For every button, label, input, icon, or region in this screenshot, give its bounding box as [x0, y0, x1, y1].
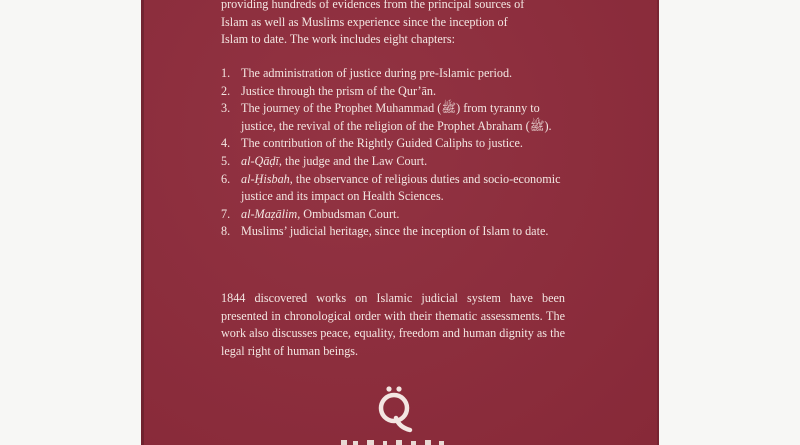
chapter-number: 2. — [221, 83, 231, 98]
chapter-text: The journey of the Prophet Muhammad (ﷺ) from tyranny to justice, the revival of the religion of the Prophet Abraham (ﷺ). — [241, 101, 552, 133]
publisher-imprint-mark — [341, 437, 451, 445]
chapter-item — [221, 65, 565, 83]
cover-left-edge — [141, 0, 144, 445]
chapter-number: 5. — [221, 153, 231, 168]
intro-line: Islam to date. The work includes eight chapters: — [221, 32, 455, 47]
chapter-text: Muslims’ judicial heritage, since the inception of Islam to date. — [241, 224, 549, 239]
chapter-number: 6. — [221, 171, 231, 186]
chapter-item — [221, 153, 565, 171]
chapter-text: , the judge and the Law Court. — [278, 153, 428, 168]
chapter-list — [221, 65, 565, 241]
intro-line: Islam as well as Muslims experience since the inception of — [221, 14, 508, 29]
chapter-term: al-Qāḍī — [241, 153, 279, 168]
chapter-number: 7. — [221, 206, 231, 221]
chapter-item — [221, 223, 565, 241]
chapter-item — [221, 100, 565, 135]
intro-paragraph — [221, 0, 565, 49]
chapter-text: , Ombudsman Court. — [297, 206, 400, 221]
intro-line: providing hundreds of evidences from the principal sources of — [221, 0, 525, 11]
qaf-letter-logo-icon — [372, 384, 416, 434]
chapter-term: al-Ḥisbah — [241, 171, 290, 186]
chapter-item — [221, 171, 565, 206]
chapter-text: Justice through the prism of the Qur’ān. — [241, 83, 437, 98]
chapter-number: 3. — [221, 101, 231, 116]
chapter-number: 4. — [221, 136, 231, 151]
chapter-text: The contribution of the Rightly Guided Caliphs to justice. — [241, 136, 523, 151]
book-back-cover — [141, 0, 659, 445]
chapter-text: , the observance of religious duties and socio-economic justice and its impact on Health Sciences. — [241, 171, 561, 204]
chapter-item — [221, 83, 565, 101]
cover-right-edge — [657, 0, 659, 445]
chapter-item — [221, 135, 565, 153]
chapter-term: al-Maẓālim — [241, 206, 298, 221]
chapter-item — [221, 206, 565, 224]
summary-paragraph: 1844 discovered works on Islamic judicial system have been presented in chronological order with their thematic assessments. The work also discusses peace, equality, freedom and human dignity as the legal right of human beings. — [221, 291, 565, 358]
chapter-number: 1. — [221, 66, 231, 80]
chapter-number: 8. — [221, 224, 231, 239]
chapter-text: The administration of justice during pre-Islamic period. — [241, 66, 513, 80]
